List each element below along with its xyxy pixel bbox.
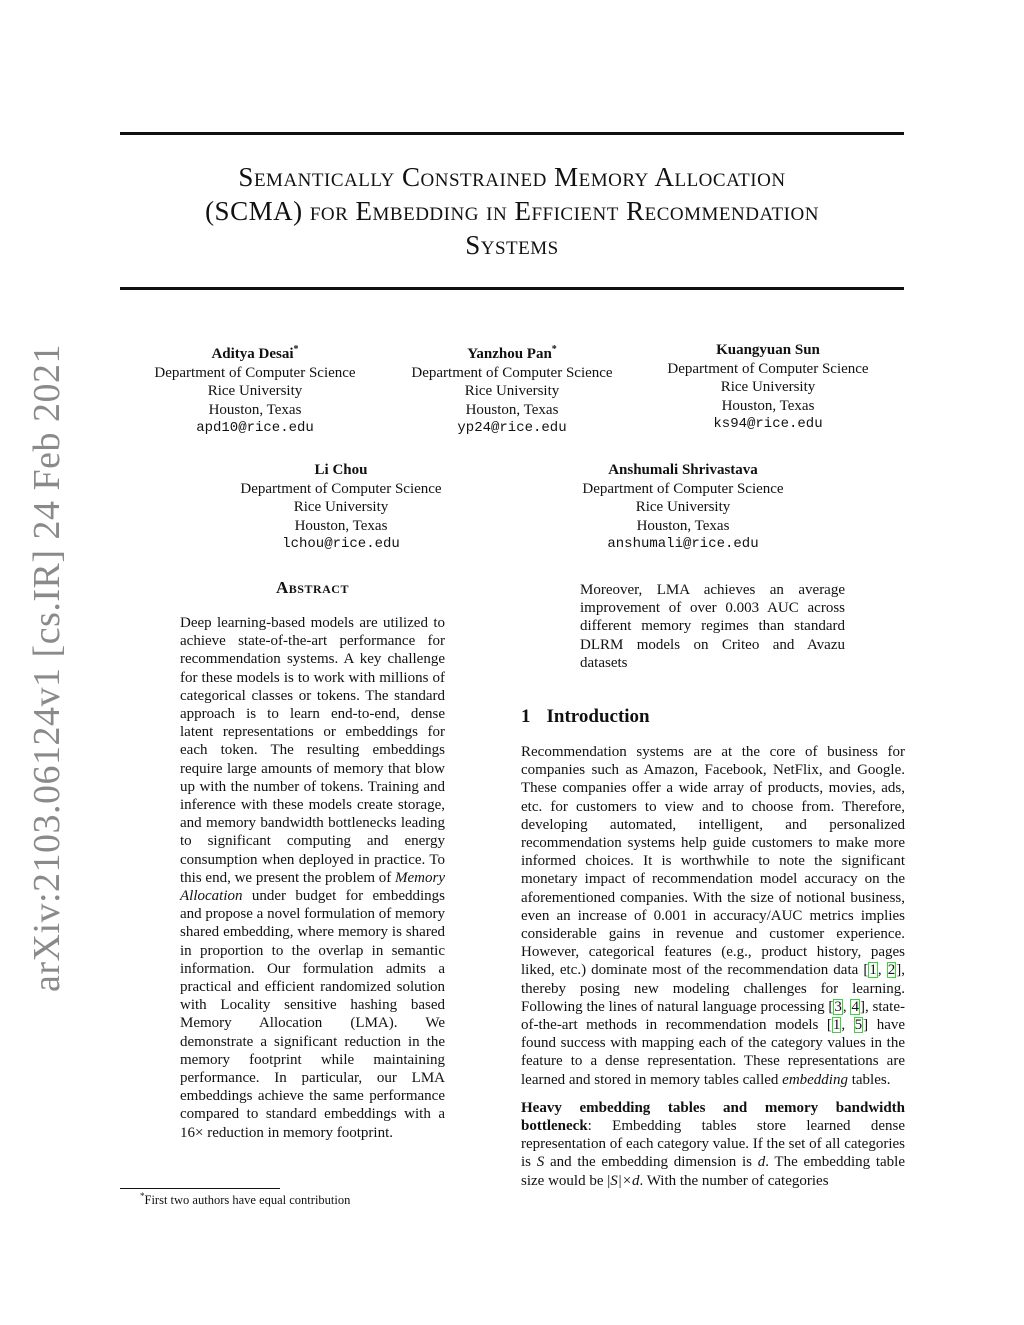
arxiv-sidebar (22, 343, 72, 993)
title-bottom-rule (120, 287, 904, 290)
author-city: Houston, Texas (721, 397, 815, 414)
paragraph-lead: Heavy embedding tables and memory bandwidth bottleneck (521, 1099, 905, 1135)
section-number: 1 (521, 706, 531, 727)
author-city: Houston, Texas (636, 517, 730, 534)
author-email[interactable]: ks94@rice.edu (713, 416, 823, 432)
author-name: Li Chou (314, 462, 368, 478)
author-name: Kuangyuan Sun (716, 342, 820, 358)
author-city: Houston, Texas (208, 401, 302, 418)
author-department: Department of Computer Science (667, 360, 869, 377)
author-block (130, 341, 380, 438)
footnote-mark: * (140, 1191, 145, 1201)
title-line-3: Systems (465, 230, 559, 260)
emphasis: embedding (782, 1071, 848, 1088)
author-university: Rice University (293, 499, 389, 515)
citation-link[interactable]: 4 (851, 998, 859, 1015)
author-email[interactable]: yp24@rice.edu (457, 420, 567, 436)
equal-contribution-mark: * (551, 344, 557, 355)
title-line-1: Semantically Constrained Memory Allocation (238, 162, 786, 192)
math-symbol: |×d (617, 1172, 640, 1189)
math-symbol: d (757, 1154, 766, 1171)
author-university: Rice University (464, 383, 560, 399)
author-university: Rice University (207, 383, 303, 399)
author-department: Department of Computer Science (411, 364, 613, 381)
author-department: Department of Computer Science (154, 364, 356, 381)
equal-contribution-mark: * (293, 344, 299, 355)
introduction-body (521, 743, 905, 1200)
citation-link[interactable]: 3 (834, 998, 842, 1015)
author-email[interactable]: apd10@rice.edu (196, 420, 314, 436)
author-university: Rice University (720, 379, 816, 395)
author-department: Department of Computer Science (240, 480, 442, 497)
section-heading-introduction (521, 706, 650, 728)
footnote-text: First two authors have equal contribution (144, 1193, 351, 1208)
author-city: Houston, Texas (294, 517, 388, 534)
author-university: Rice University (635, 499, 731, 515)
citation-link[interactable]: 2 (887, 962, 896, 979)
author-email[interactable]: anshumali@rice.edu (607, 536, 759, 552)
author-block (387, 341, 637, 438)
author-name: Aditya Desai (211, 346, 294, 362)
math-symbol: S (536, 1154, 545, 1171)
author-email[interactable]: lchou@rice.edu (282, 536, 400, 552)
author-name: Anshumali Shrivastava (608, 462, 758, 478)
title-top-rule (120, 132, 904, 135)
intro-paragraph: Heavy embedding tables and memory bandwidth bottleneck: Embedding tables store learned dense representation of each category value. If the set of all categories is S and the embedding dimension is d. The embedding table size would be |S|×d. With the number of categories (521, 1099, 905, 1189)
title-line-2: (SCMA) for Embedding in Efficient Recommendation (205, 196, 819, 226)
author-block (643, 341, 893, 434)
emphasis: Memory Allocation (180, 869, 445, 905)
author-department: Department of Computer Science (582, 480, 784, 497)
arxiv-identifier: arXiv:2103.06124v1 [cs.IR] 24 Feb 2021 (26, 343, 68, 993)
author-block (558, 461, 808, 554)
citation-link[interactable]: 5 (854, 1017, 863, 1034)
footnote (140, 1191, 350, 1208)
math-symbol: S (610, 1172, 618, 1189)
citation-link[interactable]: 1 (869, 962, 877, 979)
abstract-body (180, 614, 445, 1152)
intro-paragraph: Recommendation systems are at the core of business for companies such as Amazon, Facebook, NetFlix, and Google. These companies offer a wide array of products, movies, ads, etc. for customers to view and to choose from. Therefore, developing automated, intelligent, and personalized recommendation systems help guide customers to make more informed choices. It is worthwhile to note the significant monetary impact of recommendation model accuracy on the aforementioned companies. With the size of notional business, even an increase of 0.001 in accuracy/AUC metrics implies considerable gains in revenue and customer experience. However, categorical features (e.g., product history, pages liked, etc.) dominate most of the recommendation data [1, 2], thereby posing new modeling challenges for learning. Following the lines of natural language processing [3, 4], state-of-the-art methods in recommendation models [1, 5] have found success with mapping each of the category values in the feature to a dense representation. These representations are learned and stored in memory tables called embedding tables. (521, 744, 906, 1088)
paper-title (120, 160, 904, 262)
author-block (216, 461, 466, 554)
author-city: Houston, Texas (465, 401, 559, 418)
abstract-paragraph: Deep learning-based models are utilized to achieve state-of-the-art performance for recommendation systems. A key challenge for these models is to work with millions of categorical classes or tokens. The standard approach is to learn end-to-end, dense latent representations or embeddings for each token. The resulting embeddings require large amounts of memory that blow up with the number of tokens. Training and inference with these models create storage, and memory bandwidth bottlenecks leading to significant computing and energy consumption when deployed in practice. To this end, we present the problem of Memory Allocation under budget for embeddings and propose a novel formulation of memory shared embedding, where memory is shared in proportion to the overlap in semantic information. Our formulation admits a practical and efficient randomized solution with Locality sensitive hashing based Memory Allocation (LMA). We demonstrate a significant reduction in the memory footprint while maintaining performance. In particular, our LMA embeddings achieve the same performance compared to standard embeddings with a 16× reduction in memory footprint. (180, 615, 445, 1141)
abstract-continuation (580, 581, 845, 682)
abstract-paragraph: Moreover, LMA achieves an average improvement of over 0.003 AUC across different memory regimes than standard DLRM models on Criteo and Avazu datasets (580, 582, 845, 671)
footnote-rule (120, 1188, 280, 1189)
abstract-heading: Abstract (276, 578, 349, 597)
section-title: Introduction (546, 706, 650, 727)
citation-link[interactable]: 1 (832, 1017, 841, 1034)
author-name: Yanzhou Pan (467, 346, 552, 362)
